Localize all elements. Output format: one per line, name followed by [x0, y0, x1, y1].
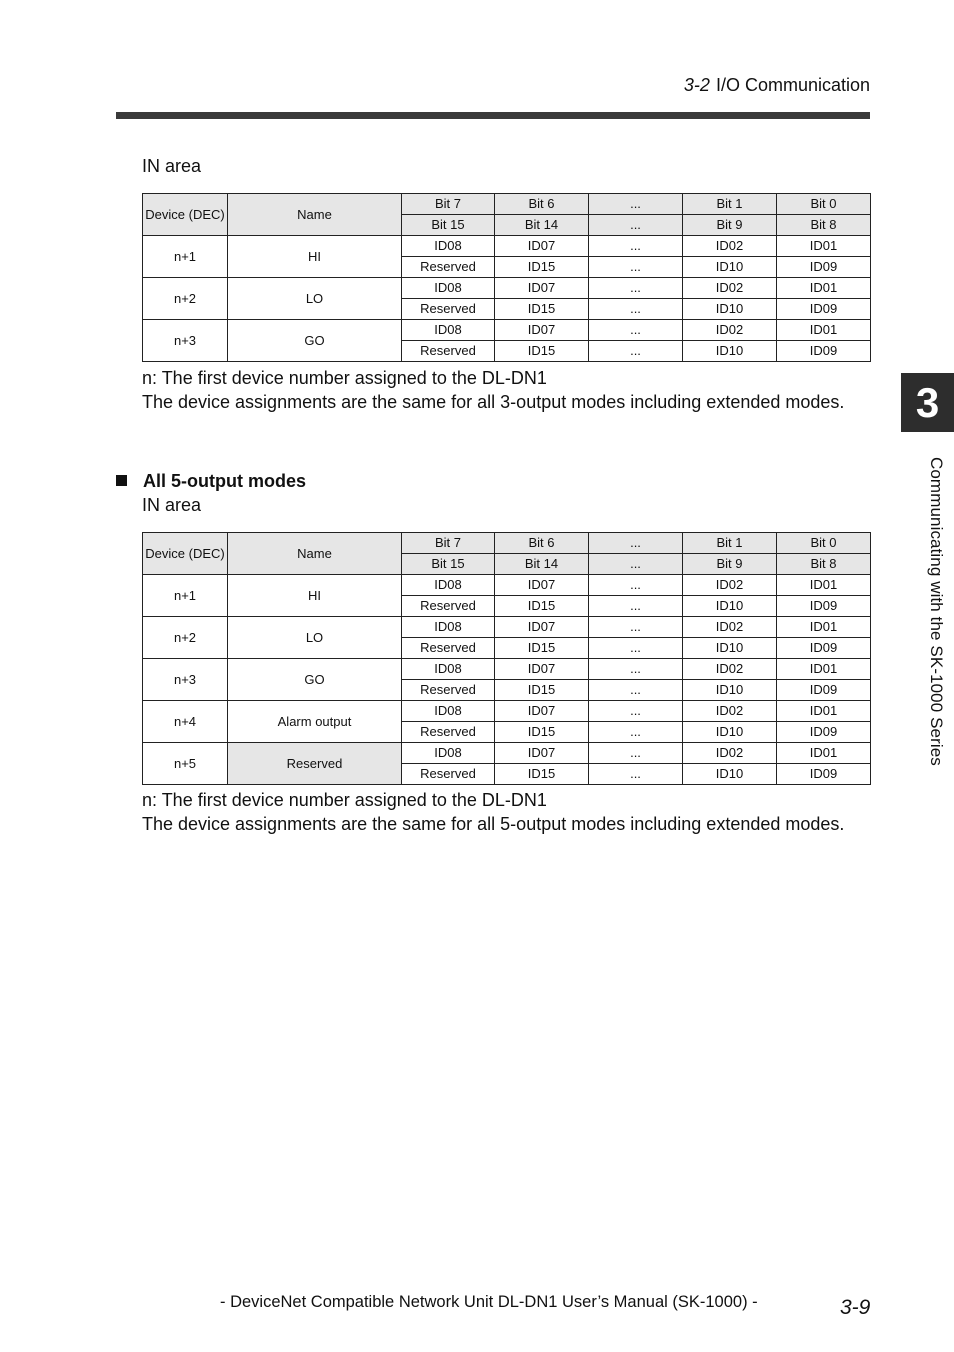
bit-cell: Reserved: [402, 299, 495, 320]
bit-cell: ID09: [777, 680, 871, 701]
table-row: [143, 320, 871, 341]
bit-cell: ...: [589, 278, 683, 299]
bit-cell: ...: [589, 341, 683, 362]
bit-cell: ID10: [683, 638, 777, 659]
table-row: [143, 701, 871, 722]
bit-cell: ID09: [777, 638, 871, 659]
bit-cell: ID01: [777, 701, 871, 722]
device-header: Device (DEC): [143, 533, 228, 575]
note-first-device: n: The first device number assigned to the DL-DN1: [142, 790, 547, 810]
bit-cell: ID10: [683, 341, 777, 362]
bit-cell: ID08: [402, 236, 495, 257]
bit-cell: ...: [589, 257, 683, 278]
bit-cell: ID10: [683, 257, 777, 278]
bit-cell: ID09: [777, 341, 871, 362]
bit-header: Bit 9: [683, 554, 777, 575]
name-cell: Alarm output: [228, 701, 402, 743]
bit-cell: Reserved: [402, 596, 495, 617]
bit-cell: ID09: [777, 596, 871, 617]
bit-cell: ...: [589, 596, 683, 617]
bit-header: Bit 1: [683, 194, 777, 215]
bit-cell: Reserved: [402, 638, 495, 659]
bit-cell: ID01: [777, 320, 871, 341]
bit-header: Bit 14: [495, 215, 589, 236]
name-cell: HI: [228, 236, 402, 278]
bit-cell: Reserved: [402, 722, 495, 743]
bit-cell: ID07: [495, 278, 589, 299]
bit-cell: Reserved: [402, 764, 495, 785]
bit-header: Bit 0: [777, 533, 871, 554]
header-row: [143, 533, 871, 554]
table-row: [143, 278, 871, 299]
device-cell: n+3: [143, 320, 228, 362]
in-area-label-2: IN area: [142, 495, 202, 515]
bit-cell: Reserved: [402, 680, 495, 701]
bit-cell: Reserved: [402, 257, 495, 278]
name-header: Name: [228, 533, 402, 575]
bit-cell: ...: [589, 236, 683, 257]
bit-header: Bit 8: [777, 554, 871, 575]
footer-manual-title: - DeviceNet Compatible Network Unit DL-DN1 User’s Manual (SK-1000) -: [220, 1293, 758, 1311]
bit-cell: ID10: [683, 299, 777, 320]
section-number: 3-2: [683, 75, 710, 95]
table-row: [143, 659, 871, 680]
bit-cell: ID01: [777, 575, 871, 596]
bit-cell: ...: [589, 638, 683, 659]
note-assignments: The device assignments are the same for all 5-output modes including extended modes.: [142, 813, 845, 834]
bit-cell: ...: [589, 659, 683, 680]
bit-cell: ID02: [683, 659, 777, 680]
note-first-device: n: The first device number assigned to the DL-DN1: [142, 368, 547, 388]
notes-3-output: [142, 367, 870, 414]
name-cell: GO: [228, 659, 402, 701]
device-cell: n+5: [143, 743, 228, 785]
bit-cell: ID09: [777, 299, 871, 320]
chapter-tab: 3: [901, 373, 954, 432]
bit-cell: ...: [589, 743, 683, 764]
name-cell: HI: [228, 575, 402, 617]
bit-cell: ID07: [495, 701, 589, 722]
bit-header: Bit 6: [495, 533, 589, 554]
header-row: [143, 194, 871, 215]
bit-cell: ID07: [495, 575, 589, 596]
bit-cell: ID02: [683, 278, 777, 299]
section-heading: [116, 471, 306, 492]
square-bullet-icon: [116, 475, 127, 486]
section-title: I/O Communication: [715, 75, 870, 95]
bit-cell: ID09: [777, 764, 871, 785]
bit-cell: ID02: [683, 575, 777, 596]
bit-cell: ID02: [683, 320, 777, 341]
bit-cell: ID01: [777, 743, 871, 764]
bit-cell: ID08: [402, 575, 495, 596]
in-area-label-1: IN area: [142, 156, 202, 176]
bit-header: Bit 15: [402, 554, 495, 575]
bit-cell: ...: [589, 575, 683, 596]
bit-cell: ID15: [495, 596, 589, 617]
bit-cell: ID08: [402, 743, 495, 764]
bit-cell: ...: [589, 701, 683, 722]
device-cell: n+2: [143, 278, 228, 320]
device-cell: n+1: [143, 236, 228, 278]
in-area-table-5-output: [142, 532, 871, 785]
name-cell: GO: [228, 320, 402, 362]
page-number: 3-9: [840, 1296, 871, 1319]
notes-5-output: [142, 789, 870, 836]
table-row: [143, 575, 871, 596]
bit-cell: ID08: [402, 617, 495, 638]
table-row: [143, 617, 871, 638]
bit-cell: ID15: [495, 764, 589, 785]
bit-cell: ...: [589, 764, 683, 785]
running-header: [684, 75, 870, 96]
bit-header: Bit 8: [777, 215, 871, 236]
table-row: [143, 236, 871, 257]
bit-header: ...: [589, 215, 683, 236]
bit-header: Bit 0: [777, 194, 871, 215]
name-cell: LO: [228, 617, 402, 659]
bit-header: Bit 9: [683, 215, 777, 236]
name-cell: LO: [228, 278, 402, 320]
bit-cell: ID08: [402, 278, 495, 299]
bit-cell: ID01: [777, 236, 871, 257]
bit-cell: ...: [589, 320, 683, 341]
bit-cell: ID07: [495, 659, 589, 680]
bit-header: ...: [589, 554, 683, 575]
bit-cell: ID15: [495, 341, 589, 362]
bit-cell: ID15: [495, 257, 589, 278]
bit-header: Bit 6: [495, 194, 589, 215]
bit-cell: ID01: [777, 617, 871, 638]
bit-cell: ID07: [495, 743, 589, 764]
device-header: Device (DEC): [143, 194, 228, 236]
bit-header: ...: [589, 194, 683, 215]
bit-header: Bit 14: [495, 554, 589, 575]
bit-cell: ID15: [495, 299, 589, 320]
bit-cell: ID01: [777, 278, 871, 299]
bit-cell: ID09: [777, 257, 871, 278]
section-heading-text: All 5-output modes: [143, 471, 306, 491]
device-cell: n+3: [143, 659, 228, 701]
bit-cell: ID08: [402, 659, 495, 680]
bit-cell: ID08: [402, 320, 495, 341]
bit-cell: ID10: [683, 680, 777, 701]
bit-cell: ID15: [495, 680, 589, 701]
bit-cell: ID07: [495, 617, 589, 638]
in-area-table-3-output: [142, 193, 871, 362]
bit-cell: ID07: [495, 320, 589, 341]
bit-cell: ID15: [495, 638, 589, 659]
device-cell: n+4: [143, 701, 228, 743]
note-assignments: The device assignments are the same for all 3-output modes including extended modes.: [142, 391, 845, 412]
bit-header: Bit 7: [402, 194, 495, 215]
bit-cell: ID08: [402, 701, 495, 722]
name-header: Name: [228, 194, 402, 236]
bit-header: Bit 15: [402, 215, 495, 236]
bit-cell: ID07: [495, 236, 589, 257]
bit-cell: ID01: [777, 659, 871, 680]
bit-cell: ID10: [683, 722, 777, 743]
bit-cell: ...: [589, 680, 683, 701]
bit-cell: ID02: [683, 617, 777, 638]
bit-cell: ID02: [683, 236, 777, 257]
bit-cell: ...: [589, 617, 683, 638]
table-row: [143, 743, 871, 764]
bit-header: Bit 1: [683, 533, 777, 554]
header-rule: [116, 112, 870, 119]
bit-cell: ID15: [495, 722, 589, 743]
bit-cell: ID02: [683, 743, 777, 764]
bit-header: Bit 7: [402, 533, 495, 554]
bit-cell: ID09: [777, 722, 871, 743]
name-cell: Reserved: [228, 743, 402, 785]
bit-cell: ID10: [683, 596, 777, 617]
bit-cell: ID10: [683, 764, 777, 785]
chapter-side-title: Communicating with the SK-1000 Series: [927, 457, 946, 766]
bit-cell: Reserved: [402, 341, 495, 362]
device-cell: n+1: [143, 575, 228, 617]
bit-cell: ...: [589, 299, 683, 320]
bit-cell: ...: [589, 722, 683, 743]
bit-header: ...: [589, 533, 683, 554]
device-cell: n+2: [143, 617, 228, 659]
bit-cell: ID02: [683, 701, 777, 722]
